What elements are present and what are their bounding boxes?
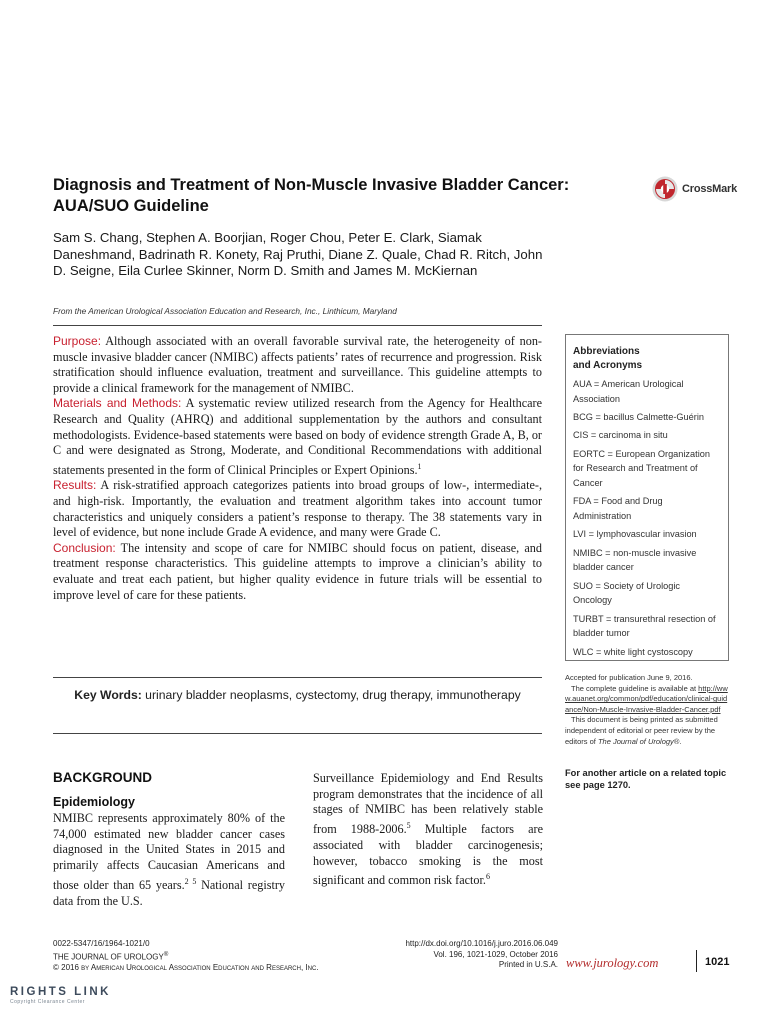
footer-journal: [53, 950, 319, 963]
availability-prefix: The complete guideline is available at: [571, 683, 699, 693]
footer-doi[interactable]: http://dx.doi.org/10.1016/j.juro.2016.06.049: [405, 939, 558, 948]
keywords: [60, 687, 535, 703]
purpose-label: Purpose:: [53, 334, 102, 348]
journal-name-italic: The Journal of Urology: [597, 736, 674, 746]
rightslink-logo[interactable]: [10, 986, 160, 1012]
crossmark-icon: [652, 176, 678, 202]
col1-footnote[interactable]: 2 5: [184, 876, 197, 886]
guideline-availability: [565, 684, 729, 716]
col2-footnote-b[interactable]: 6: [485, 872, 490, 882]
footer-middle: [330, 939, 558, 971]
abbreviation-item: WLC = white light cystoscopy: [573, 646, 693, 657]
journal-website-link[interactable]: www.jurology.com: [566, 956, 659, 970]
crossmark-label: CrossMark: [682, 183, 738, 195]
abstract: [53, 334, 542, 603]
abbreviation-item: BCG = bacillus Calmette-Guérin: [573, 411, 704, 422]
col2-text-a: Surveillance Epidemiology and End Results program demonstrates that the incidence of all stages of NMIBC has been relatively stable from 1988-2006.: [313, 771, 543, 837]
abstract-conclusion: [53, 541, 542, 603]
publication-note: [565, 673, 729, 747]
footer-journal-reg: ®: [163, 951, 169, 958]
abbreviation-item: SUO = Society of Urologic Oncology: [573, 580, 680, 606]
footer-left: [53, 939, 319, 973]
editorial-note: [565, 715, 729, 747]
abbreviation-item: AUA = American Urological Association: [573, 379, 684, 404]
author-list: Sam S. Chang, Stephen A. Boorjian, Roger Chou, Peter E. Clark, Siamak Daneshmand, Badrinath R. Konety, Raj Pruthi, Diane Z. Quale, Chad R. Ritch, John D. Seigne, Eila Curlee Skinner, Norm D. Smith and James M. McKiernan: [53, 230, 543, 279]
footer-journal-name: THE JOURNAL OF UROLOGY: [53, 952, 164, 962]
col2-footnote-a[interactable]: 5: [406, 821, 411, 831]
article-title: Diagnosis and Treatment of Non-Muscle Invasive Bladder Cancer: AUA/SUO Guideline: [53, 176, 570, 215]
subsection-heading: Epidemiology: [53, 795, 135, 809]
keywords-bottom-rule: [53, 733, 542, 734]
accepted-date: Accepted for publication June 9, 2016.: [565, 673, 693, 682]
abstract-methods: [53, 396, 542, 478]
keywords-label: Key Words:: [74, 688, 142, 702]
editorial-note-text: This document is being printed as submitted independent of editorial or peer review by the editors of: [565, 715, 718, 746]
results-label: Results:: [53, 478, 97, 493]
abbreviations-title-line1: Abbreviations: [573, 346, 640, 357]
footer-copyright: © 2016 by American Urological Association Education and Research, Inc.: [53, 962, 319, 972]
abbreviations-title: [573, 345, 721, 373]
affiliation: From the American Urological Association Education and Research, Inc., Linthicum, Maryland: [53, 306, 397, 316]
col2-text-b: Multiple factors are associated with bladder carcinogenesis; however, tobacco smoking is the most significant and common risk factor.: [313, 822, 543, 888]
results-text: A risk-stratified approach categorizes patients into broad groups of low-, intermediate-, and high-risk. Importantly, the evaluation and treatment algorithm takes into account tumor characteristics and uniquely considers a patient’s response to therapy. The 38 statements vary in level of evidence, but none include Grade A evidence, and many were Grade C.: [53, 478, 542, 540]
abbreviation-item: CIS = carcinoma in situ: [573, 430, 668, 441]
methods-text: A systematic review utilized research from the Agency for Healthcare Research and Quality (AHRQ) and additional supplementation by the authors and consultant methodologists. Evidence-based statements were based on body of evidence strength Grade A, B, or C and were designated as Strong, Moderate, and Conditional Recommendations with additional statements presented in the form of Clinical Principles or Expert Opinions.: [53, 396, 543, 477]
rightslink-label: RIGHTS LINK: [10, 986, 111, 998]
methods-footnote[interactable]: 1: [417, 461, 422, 471]
abbreviation-item: NMIBC = non-muscle invasive bladder cancer: [573, 547, 697, 573]
abbreviation-item: FDA = Food and Drug Administration: [573, 496, 663, 521]
guideline-url-link[interactable]: http://www.auanet.org/common/pdf/education/clinical-guidance/Non-Muscle-Invasive-Bladder-Cancer.pdf: [565, 683, 728, 714]
crossmark-badge[interactable]: [652, 176, 737, 202]
section-heading: BACKGROUND: [53, 770, 152, 785]
page-number: 1021: [705, 956, 730, 968]
related-article-note: For another article on a related topic see page 1270.: [565, 768, 727, 790]
rightslink-sub: Copyright Clearance Center: [10, 999, 85, 1005]
col1-text-a: NMIBC represents approximately 80% of the 74,000 estimated new bladder cancer cases diagnosed in the United States in 2015 and primarily affects Caucasian Americans and those older than 65 years.: [53, 811, 285, 892]
abbreviations-title-line2: and Acronyms: [573, 360, 643, 371]
journal-suffix: ®.: [673, 736, 682, 746]
conclusion-label: Conclusion:: [53, 540, 116, 555]
footer-printed: Printed in U.S.A.: [498, 960, 558, 969]
abbreviations-box: [565, 334, 729, 661]
methods-label: Materials and Methods:: [53, 396, 182, 411]
abbreviation-item: LVI = lymphovascular invasion: [573, 529, 697, 540]
body-column-right: [313, 771, 543, 889]
keywords-text: urinary bladder neoplasms, cystectomy, drug therapy, immunotherapy: [141, 688, 521, 702]
footer-divider: [696, 950, 697, 972]
abstract-purpose: [53, 334, 542, 396]
purpose-text: Although associated with an overall favorable survival rate, the heterogeneity of non-muscle invasive bladder cancer (NMIBC) affects patients’ rates of recurrence and progression. Risk stratification should influence evaluation, treatment and surveillance. This guideline attempts to provide a clinical framework for the management of NMIBC.: [53, 334, 542, 395]
conclusion-text: The intensity and scope of care for NMIBC should focus on patient, disease, and treatment response characteristics. This guideline attempts to improve a clinician’s ability to evaluate and treat each patient, but higher quality evidence in future trials will be essential to improve level of care for these patients.: [53, 540, 542, 602]
abbreviation-item: EORTC = European Organization for Research and Treatment of Cancer: [573, 448, 710, 488]
col1-text-b: National registry data from the U.S.: [53, 877, 285, 908]
footer-volume: Vol. 196, 1021-1029, October 2016: [433, 949, 558, 959]
abbreviation-item: TURBT = transurethral resection of bladder tumor: [573, 613, 716, 639]
abstract-bottom-rule: [53, 677, 542, 678]
abstract-results: [53, 478, 542, 540]
abstract-top-rule: [53, 325, 542, 326]
body-column-left: [53, 811, 285, 909]
footer-issn: 0022-5347/16/1964-1021/0: [53, 939, 150, 948]
